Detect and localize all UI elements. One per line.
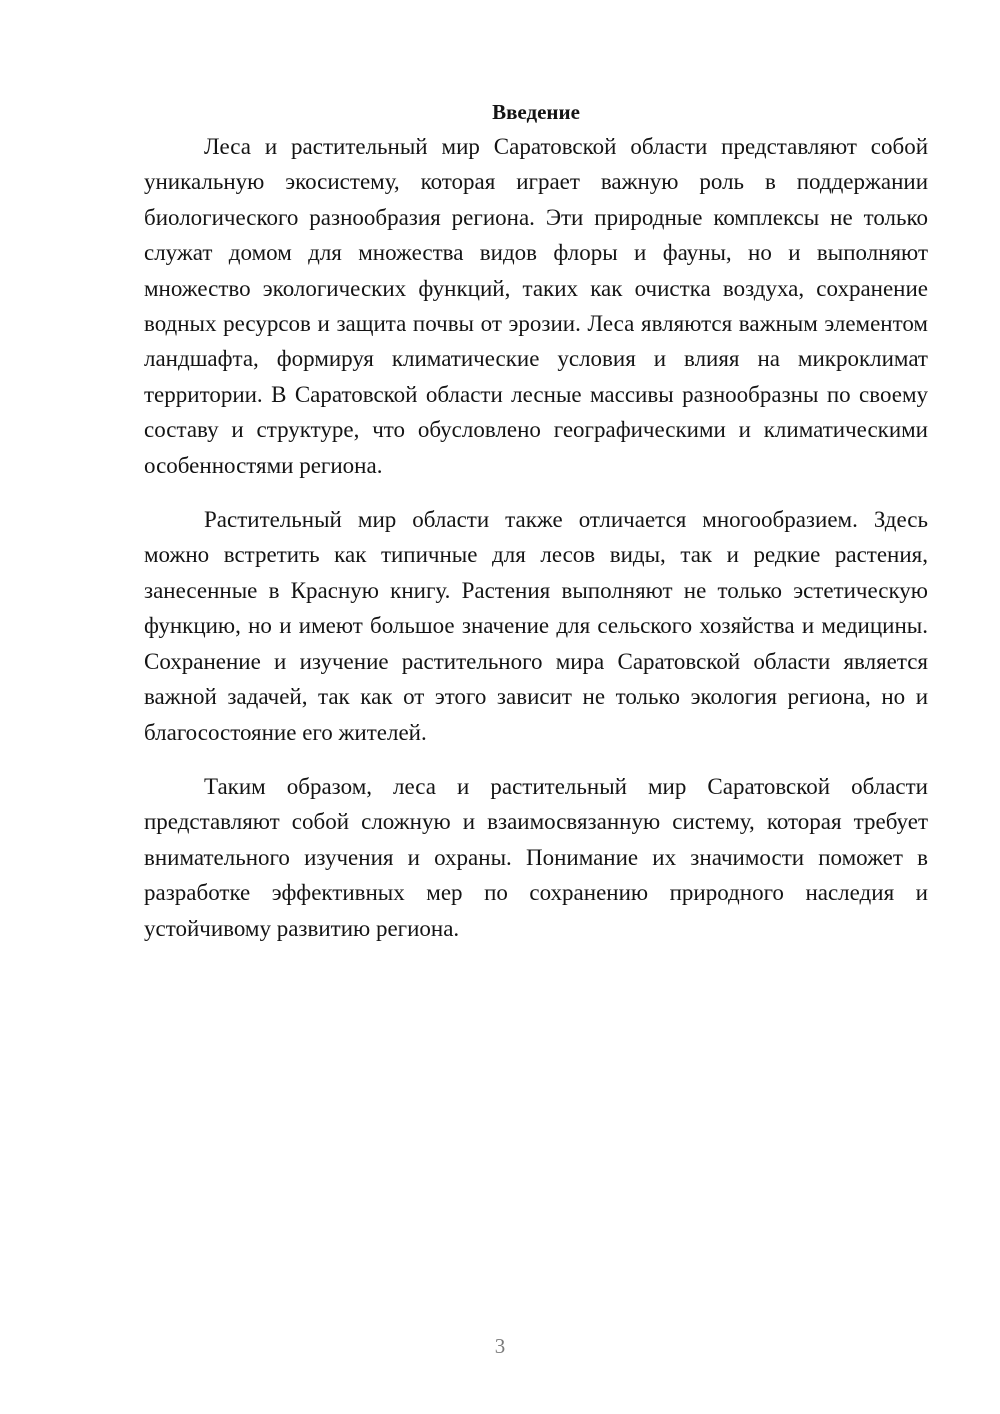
section-title: Введение xyxy=(492,100,580,124)
page-content xyxy=(144,96,928,946)
paragraph-2: Растительный мир области также отличается многообразием. Здесь можно встретить как типичные для лесов виды, так и редкие растения, занесенные в Красную книгу. Растения выполняют не только эстетическую функцию, но и имеют большое значение для сельского хозяйства и медицины. Сохранение и изучение растительного мира Саратовской области является важной задачей, так как от этого зависит не только экология региона, но и благосостояние его жителей. xyxy=(144,507,928,745)
paragraph-1: Леса и растительный мир Саратовской области представляют собой уникальную экосистему, которая играет важную роль в поддержании биологического разнообразия региона. Эти природные комплексы не только служат домом для множества видов флоры и фауны, но и выполняют множество экологических функций, таких как очистка воздуха, сохранение водных ресурсов и защита почвы от эрозии. Леса являются важным элементом ландшафта, формируя климатические условия и влияя на микроклимат территории. В Саратовской области лесные массивы разнообразны по своему составу и структуре, что обусловлено географическими и климатическими особенностями региона. xyxy=(144,134,928,478)
page-number: 3 xyxy=(494,1334,506,1358)
paragraph-3: Таким образом, леса и растительный мир Саратовской области представляют собой сложную и взаимосвязанную систему, которая требует внимательного изучения и охраны. Понимание их значимости поможет в разработке эффективных мер по сохранению природного наследия и устойчивому развитию региона. xyxy=(144,773,928,941)
